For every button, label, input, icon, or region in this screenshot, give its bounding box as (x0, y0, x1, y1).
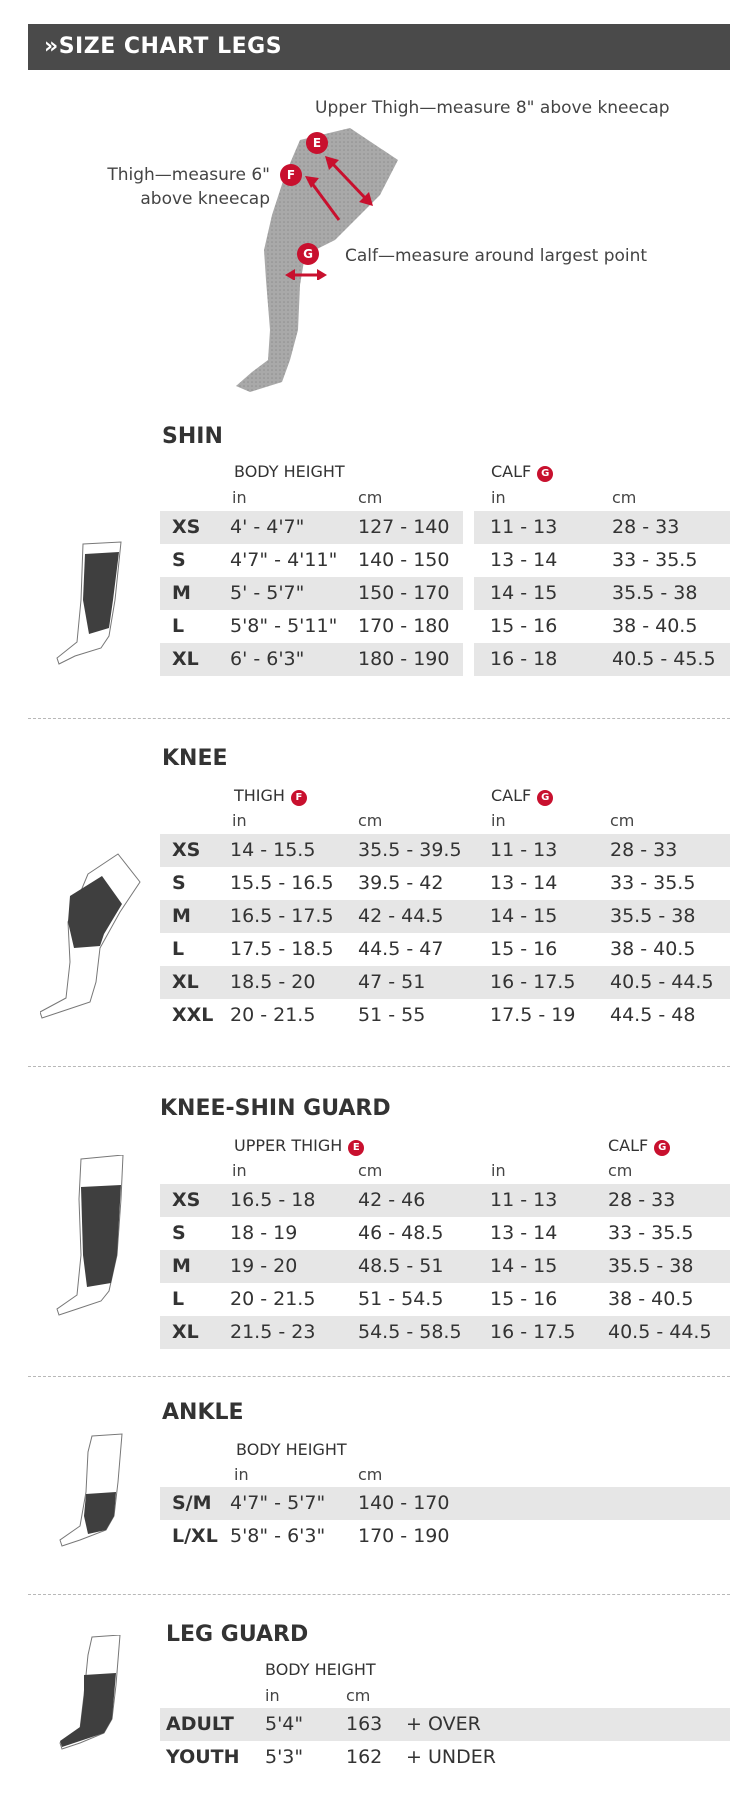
shin-guard-icon (55, 540, 125, 670)
table-cell: 16 - 17.5 (490, 971, 576, 993)
size-label: L/XL (172, 1525, 218, 1547)
size-label: M (172, 905, 191, 927)
table-cell: 28 - 33 (610, 839, 678, 861)
size-label: L (172, 615, 185, 637)
table-cell: 4'7" - 5'7" (230, 1492, 326, 1514)
knee-shin-table (160, 1184, 730, 1349)
size-label: XL (172, 648, 199, 670)
page-title: »SIZE CHART LEGS (44, 34, 283, 59)
table-cell: 5' - 5'7" (230, 582, 305, 604)
table-cell: 140 - 170 (358, 1492, 450, 1514)
divider (28, 718, 730, 719)
table-cell: 11 - 13 (490, 516, 558, 538)
table-cell: 33 - 35.5 (612, 549, 698, 571)
table-cell: 42 - 46 (358, 1189, 426, 1211)
table-cell: 180 - 190 (358, 648, 450, 670)
unit-cm: cm (346, 1686, 371, 1705)
table-cell: 162 (346, 1746, 383, 1768)
knee-table (160, 834, 730, 1032)
table-cell: 16 - 18 (490, 648, 558, 670)
unit-in: in (234, 1465, 249, 1484)
upper-thigh-e-badge: E (348, 1140, 364, 1156)
table-row (160, 544, 730, 577)
table-row (160, 610, 730, 643)
table-cell: 17.5 - 19 (490, 1004, 576, 1026)
table-cell: 46 - 48.5 (358, 1222, 444, 1244)
table-row (160, 966, 730, 999)
table-cell: 170 - 180 (358, 615, 450, 637)
table-row (160, 834, 730, 867)
table-cell: 13 - 14 (490, 549, 558, 571)
table-row (160, 1708, 730, 1741)
table-cell: + UNDER (406, 1746, 496, 1768)
table-cell: 38 - 40.5 (610, 938, 696, 960)
divider (28, 1594, 730, 1595)
size-label: S (172, 549, 186, 571)
table-cell: 51 - 54.5 (358, 1288, 444, 1310)
table-row (160, 1184, 730, 1217)
knee-title: KNEE (162, 746, 228, 771)
ankle-col-body-height: BODY HEIGHT (236, 1440, 347, 1459)
table-cell: 28 - 33 (608, 1189, 676, 1211)
table-cell: 15 - 16 (490, 615, 558, 637)
unit-cm: cm (612, 488, 637, 507)
table-cell: 14 - 15 (490, 1255, 558, 1277)
knee-col-calf: CALF G (491, 786, 553, 806)
table-cell: 42 - 44.5 (358, 905, 444, 927)
knee-shin-col-calf: CALF G (608, 1136, 670, 1156)
table-cell: 35.5 - 38 (610, 905, 696, 927)
table-cell: 5'3" (265, 1746, 304, 1768)
table-cell: 18 - 19 (230, 1222, 298, 1244)
table-cell: 35.5 - 38 (612, 582, 698, 604)
size-label: M (172, 1255, 191, 1277)
thigh-note-line1: Thigh—measure 6" (107, 165, 270, 185)
unit-in: in (491, 488, 506, 507)
unit-cm: cm (608, 1161, 633, 1180)
table-cell: 11 - 13 (490, 1189, 558, 1211)
table-cell: 47 - 51 (358, 971, 426, 993)
table-cell: 150 - 170 (358, 582, 450, 604)
ankle-guard-icon (58, 1432, 128, 1552)
table-cell: 33 - 35.5 (610, 872, 696, 894)
table-cell: 20 - 21.5 (230, 1288, 316, 1310)
table-cell: 13 - 14 (490, 1222, 558, 1244)
table-cell: 48.5 - 51 (358, 1255, 444, 1277)
table-cell: 15.5 - 16.5 (230, 872, 334, 894)
table-cell: 44.5 - 48 (610, 1004, 696, 1026)
table-cell: 28 - 33 (612, 516, 680, 538)
table-cell: 18.5 - 20 (230, 971, 316, 993)
size-label: M (172, 582, 191, 604)
table-row (160, 867, 730, 900)
shin-col-calf: CALF G (491, 462, 553, 482)
table-row (160, 1316, 730, 1349)
table-row (160, 1741, 730, 1774)
shin-table (160, 511, 730, 676)
table-cell: 44.5 - 47 (358, 938, 444, 960)
unit-in: in (491, 811, 506, 830)
table-cell: 4'7" - 4'11" (230, 549, 338, 571)
size-label: L (172, 1288, 185, 1310)
badge-e: E (306, 132, 328, 154)
size-label: XL (172, 1321, 199, 1343)
unit-in: in (265, 1686, 280, 1705)
badge-f: F (280, 164, 302, 186)
table-cell: 14 - 15 (490, 582, 558, 604)
calf-g-badge: G (537, 466, 553, 482)
knee-col-thigh: THIGH F (234, 786, 307, 806)
table-cell: 21.5 - 23 (230, 1321, 316, 1343)
table-cell: 39.5 - 42 (358, 872, 444, 894)
table-cell: 40.5 - 45.5 (612, 648, 716, 670)
table-cell: 33 - 35.5 (608, 1222, 694, 1244)
ankle-title: ANKLE (162, 1400, 244, 1425)
size-label: XS (172, 1189, 201, 1211)
size-label: XL (172, 971, 199, 993)
calf-g-badge: G (654, 1140, 670, 1156)
table-cell: 5'4" (265, 1713, 304, 1735)
table-cell: 16 - 17.5 (490, 1321, 576, 1343)
table-cell: 14 - 15.5 (230, 839, 316, 861)
table-cell: 16.5 - 18 (230, 1189, 316, 1211)
size-label: L (172, 938, 185, 960)
table-cell: 38 - 40.5 (608, 1288, 694, 1310)
table-row (160, 999, 730, 1032)
unit-cm: cm (358, 1465, 383, 1484)
table-cell: 6' - 6'3" (230, 648, 305, 670)
table-cell: 40.5 - 44.5 (608, 1321, 712, 1343)
table-row (160, 643, 730, 676)
size-label: XS (172, 839, 201, 861)
unit-cm: cm (358, 1161, 383, 1180)
shin-title: SHIN (162, 424, 223, 449)
size-label: XXL (172, 1004, 214, 1026)
table-cell: 15 - 16 (490, 938, 558, 960)
ankle-table (160, 1487, 730, 1553)
table-cell: 19 - 20 (230, 1255, 298, 1277)
upper-thigh-note: Upper Thigh—measure 8" above kneecap (315, 98, 670, 118)
table-cell: 16.5 - 17.5 (230, 905, 334, 927)
table-cell: 140 - 150 (358, 549, 450, 571)
table-cell: 35.5 - 39.5 (358, 839, 462, 861)
knee-shin-title: KNEE-SHIN GUARD (160, 1096, 391, 1121)
table-cell: 15 - 16 (490, 1288, 558, 1310)
table-cell: 20 - 21.5 (230, 1004, 316, 1026)
size-label: S/M (172, 1492, 212, 1514)
table-row (160, 1250, 730, 1283)
badge-g: G (297, 243, 319, 265)
knee-shin-col-upper-thigh: UPPER THIGH E (234, 1136, 364, 1156)
unit-in: in (232, 488, 247, 507)
thigh-note-line2: above kneecap (140, 189, 270, 209)
table-row (160, 511, 730, 544)
calf-g-badge: G (537, 790, 553, 806)
size-label: XS (172, 516, 201, 538)
table-cell: 127 - 140 (358, 516, 450, 538)
table-cell: 14 - 15 (490, 905, 558, 927)
page-title-bar (28, 24, 730, 70)
table-cell: 38 - 40.5 (612, 615, 698, 637)
table-cell: 5'8" - 6'3" (230, 1525, 326, 1547)
leg-guard-table (160, 1708, 730, 1774)
table-cell: 54.5 - 58.5 (358, 1321, 462, 1343)
unit-in: in (232, 1161, 247, 1180)
table-cell: 13 - 14 (490, 872, 558, 894)
size-label: ADULT (166, 1713, 234, 1735)
table-cell: 5'8" - 5'11" (230, 615, 338, 637)
unit-cm: cm (610, 811, 635, 830)
table-cell: 17.5 - 18.5 (230, 938, 334, 960)
table-cell: 170 - 190 (358, 1525, 450, 1547)
table-cell: 163 (346, 1713, 383, 1735)
unit-cm: cm (358, 488, 383, 507)
table-cell: 51 - 55 (358, 1004, 426, 1026)
unit-cm: cm (358, 811, 383, 830)
unit-in: in (232, 811, 247, 830)
divider (28, 1376, 730, 1377)
table-cell: 11 - 13 (490, 839, 558, 861)
size-label: S (172, 872, 186, 894)
table-cell: 40.5 - 44.5 (610, 971, 714, 993)
knee-guard-icon (40, 852, 145, 1022)
table-row (160, 1487, 730, 1520)
table-row (160, 577, 730, 610)
leg-guard-title: LEG GUARD (166, 1622, 309, 1647)
divider (28, 1066, 730, 1067)
table-row (160, 1217, 730, 1250)
table-row (160, 1283, 730, 1316)
size-label: S (172, 1222, 186, 1244)
leg-guard-col-body-height: BODY HEIGHT (265, 1660, 376, 1679)
table-cell: + OVER (406, 1713, 481, 1735)
table-row (160, 933, 730, 966)
table-cell: 35.5 - 38 (608, 1255, 694, 1277)
thigh-f-badge: F (291, 790, 307, 806)
unit-in: in (491, 1161, 506, 1180)
table-row (160, 900, 730, 933)
leg-guard-icon (58, 1635, 128, 1755)
shin-col-body-height: BODY HEIGHT (234, 462, 345, 481)
table-cell: 4' - 4'7" (230, 516, 305, 538)
table-row (160, 1520, 730, 1553)
size-label: YOUTH (166, 1746, 240, 1768)
calf-note: Calf—measure around largest point (345, 246, 648, 266)
knee-shin-guard-icon (55, 1155, 130, 1320)
